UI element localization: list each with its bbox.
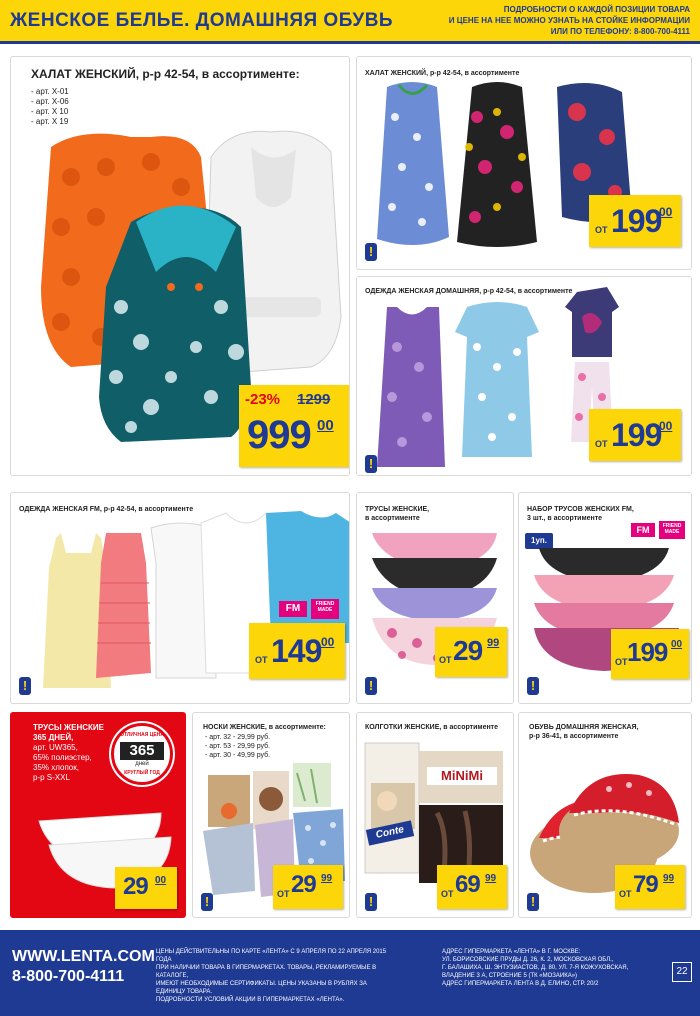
price-from: ОТ bbox=[255, 655, 268, 665]
page-header bbox=[0, 0, 700, 44]
brand-friend-made-logo: FRIEND MADE bbox=[311, 599, 339, 619]
price-from: ОТ bbox=[595, 225, 608, 235]
article-item: - арт. 53 - 29,99 руб. bbox=[205, 743, 271, 750]
brand-minimi-logo: MiNiMi bbox=[427, 767, 497, 785]
header-info bbox=[449, 4, 690, 37]
price-tag bbox=[115, 867, 177, 909]
desc-line: арт. UW365, bbox=[33, 743, 78, 752]
title-line: р-р 36-41, в ассортименте bbox=[529, 733, 619, 740]
address-line: УЛ. БОРИСОВСКИЕ ПРУДЫ Д. 26, К. 2, МОСКОВСКАЯ ОБЛ., bbox=[442, 957, 614, 963]
desc-line: ТРУСЫ ЖЕНСКИЕ bbox=[33, 723, 105, 732]
price-from: ОТ bbox=[615, 657, 628, 667]
price-kop: 99 bbox=[663, 873, 675, 884]
product-title: ХАЛАТ ЖЕНСКИЙ, р-р 42-54, в ассортименте bbox=[365, 70, 520, 77]
info-icon: ! bbox=[365, 455, 377, 473]
price-kop: 99 bbox=[321, 873, 333, 884]
product-title: НОСКИ ЖЕНСКИЕ, в ассортименте: bbox=[203, 724, 326, 731]
price-rub: 29 bbox=[453, 635, 483, 666]
title-line: ОБУВЬ ДОМАШНЯЯ ЖЕНСКАЯ, bbox=[529, 724, 639, 731]
price-kop: 00 bbox=[155, 875, 167, 886]
price-tag bbox=[589, 409, 681, 461]
product-robe-small[interactable] bbox=[356, 56, 692, 270]
address-line: АДРЕС ГИПЕРМАРКЕТА ЛЕНТА В Д. ЕЛИНО, СТР. 20/2 bbox=[442, 981, 599, 987]
title-line: ТРУСЫ ЖЕНСКИЕ, bbox=[365, 506, 430, 513]
price-rub: 199 bbox=[627, 637, 668, 667]
article-item: - арт. X-06 bbox=[31, 97, 69, 106]
price-kop: 99 bbox=[485, 873, 497, 884]
phone-number[interactable]: 8-800-700-4111 bbox=[12, 968, 125, 985]
title-line: 3 шт., в ассортименте bbox=[527, 515, 603, 522]
brand-fm-logo: FM bbox=[631, 523, 655, 537]
header-info-line: И ЦЕНЕ НА НЕЕ МОЖНО УЗНАТЬ НА СТОЙКЕ ИНФОРМАЦИИ bbox=[448, 16, 690, 25]
price-tag bbox=[615, 865, 685, 909]
info-icon: ! bbox=[201, 893, 213, 911]
brand-conte-logo: Conte bbox=[366, 820, 414, 845]
info-icon: ! bbox=[527, 893, 539, 911]
price-from: ОТ bbox=[619, 889, 632, 899]
product-slippers[interactable] bbox=[518, 712, 692, 918]
product-panties[interactable] bbox=[356, 492, 514, 704]
desc-line: 65% полиэстер, bbox=[33, 753, 92, 762]
price-rub: 149 bbox=[271, 633, 322, 669]
terms-line: ПОДРОБНОСТИ УСЛОВИЙ АКЦИИ В ГИПЕРМАРКЕТАХ «ЛЕНТА». bbox=[156, 997, 345, 1003]
price-kop: 00 bbox=[659, 205, 673, 219]
price-tag bbox=[589, 195, 681, 247]
price-rub: 199 bbox=[611, 417, 662, 453]
info-icon: ! bbox=[527, 677, 539, 695]
price-from: ОТ bbox=[277, 889, 290, 899]
discount-badge: -23% bbox=[245, 391, 281, 408]
article-item: - арт. 30 - 49,99 руб. bbox=[205, 752, 271, 759]
price-tag bbox=[611, 629, 689, 679]
page-footer bbox=[0, 930, 700, 1016]
price-tag bbox=[435, 627, 507, 677]
price-rub: 999 bbox=[247, 413, 311, 457]
price-kop: 00 bbox=[317, 417, 334, 434]
header-info-line: ПОДРОБНОСТИ О КАЖДОЙ ПОЗИЦИИ ТОВАРА bbox=[503, 5, 690, 14]
price-rub: 29 bbox=[291, 871, 316, 898]
product-socks[interactable] bbox=[192, 712, 350, 918]
price-from: ОТ bbox=[439, 655, 452, 665]
website-link[interactable]: WWW.LENTA.COM bbox=[12, 948, 155, 965]
product-title: ОДЕЖДА ЖЕНСКАЯ FM, р-р 42-54, в ассортименте bbox=[19, 506, 194, 513]
price-rub: 199 bbox=[611, 203, 662, 239]
address-line: ВЛАДЕНИЕ 3 А, СТРОЕНИЕ 5 (ТК «МОЗАИКА») bbox=[442, 973, 578, 979]
price-kop: 00 bbox=[321, 635, 335, 649]
price-rub: 79 bbox=[633, 871, 658, 898]
price-tag bbox=[249, 623, 345, 679]
price-from: ОТ bbox=[441, 889, 454, 899]
stamp-top-text: ОТЛИЧНАЯ ЦЕНА bbox=[120, 732, 164, 738]
page-title: ЖЕНСКОЕ БЕЛЬЕ. ДОМАШНЯЯ ОБУВЬ bbox=[10, 10, 394, 31]
price-kop: 00 bbox=[659, 419, 673, 433]
product-robe-big[interactable] bbox=[10, 56, 350, 476]
price-from: ОТ bbox=[595, 439, 608, 449]
footer-addresses bbox=[442, 948, 668, 988]
article-item: - арт. 32 - 29,99 руб. bbox=[205, 734, 271, 741]
price-tag bbox=[239, 385, 350, 467]
product-panties-fm[interactable] bbox=[518, 492, 692, 704]
price-tag bbox=[273, 865, 343, 909]
product-tights[interactable] bbox=[356, 712, 514, 918]
header-info-line: ИЛИ ПО ТЕЛЕФОНУ: 8-800-700-4111 bbox=[550, 27, 690, 36]
info-icon: ! bbox=[365, 893, 377, 911]
footer-terms bbox=[156, 948, 396, 1004]
product-title: ОДЕЖДА ЖЕНСКАЯ ДОМАШНЯЯ, р-р 42-54, в ассортименте bbox=[365, 288, 573, 295]
product-fm-wear[interactable] bbox=[10, 492, 350, 704]
title-line: НАБОР ТРУСОВ ЖЕНСКИХ FM, bbox=[527, 506, 634, 513]
article-item: - арт. X 10 bbox=[31, 107, 69, 116]
address-line: АДРЕС ГИПЕРМАРКЕТА «ЛЕНТА» В Г. МОСКВЕ: bbox=[442, 949, 581, 955]
article-item: - арт. X 19 bbox=[31, 117, 69, 126]
desc-line: р-р S-XXL bbox=[33, 773, 70, 782]
page-number: 22 bbox=[672, 962, 692, 982]
title-line: в ассортименте bbox=[365, 515, 420, 522]
old-price: 1299 bbox=[297, 391, 331, 408]
price-rub: 69 bbox=[455, 871, 480, 898]
product-homewear[interactable] bbox=[356, 276, 692, 476]
brand-fm-logo: FM bbox=[279, 601, 307, 617]
price-tag bbox=[437, 865, 507, 909]
article-item: - арт. X-01 bbox=[31, 87, 69, 96]
stamp-bottom-text: КРУГЛЫЙ ГОД bbox=[124, 770, 160, 776]
terms-line: ЦЕНЫ ДЕЙСТВИТЕЛЬНЫ ПО КАРТЕ «ЛЕНТА» С 9 АПРЕЛЯ ПО 22 АПРЕЛЯ 2015 ГОДА bbox=[156, 949, 387, 963]
pack-badge: 1уп. bbox=[525, 533, 553, 549]
desc-line: 35% хлопок, bbox=[33, 763, 79, 772]
address-line: Г. БАЛАШИХА, Ш. ЭНТУЗИАСТОВ, Д. 80, УЛ. 7-Я КОЖУХОВСКАЯ, bbox=[442, 965, 629, 971]
product-title: ХАЛАТ ЖЕНСКИЙ, р-р 42-54, в ассортименте: bbox=[31, 67, 300, 81]
stamp-number: 365 bbox=[120, 742, 164, 760]
info-icon: ! bbox=[19, 677, 31, 695]
stamp-mid-text: дней bbox=[135, 761, 149, 767]
info-icon: ! bbox=[365, 677, 377, 695]
price-rub: 29 bbox=[123, 873, 148, 900]
product-panties-365[interactable] bbox=[10, 712, 186, 918]
price-kop: 00 bbox=[671, 639, 683, 650]
product-title: КОЛГОТКИ ЖЕНСКИЕ, в ассортименте bbox=[365, 724, 499, 731]
terms-line: ПРИ НАЛИЧИИ ТОВАРА В ГИПЕРМАРКЕТАХ. ТОВАРЫ, РЕКЛАМИРУЕМЫЕ В КАТАЛОГЕ, bbox=[156, 965, 377, 979]
brand-friend-made-logo: FRIEND MADE bbox=[659, 521, 685, 539]
terms-line: ИМЕЮТ НЕОБХОДИМЫЕ СЕРТИФИКАТЫ. ЦЕНЫ УКАЗАНЫ В РУБЛЯХ ЗА ЕДИНИЦУ ТОВАРА. bbox=[156, 981, 367, 995]
price-kop: 99 bbox=[487, 637, 500, 649]
desc-line: 365 ДНЕЙ, bbox=[33, 733, 74, 742]
info-icon: ! bbox=[365, 243, 377, 261]
